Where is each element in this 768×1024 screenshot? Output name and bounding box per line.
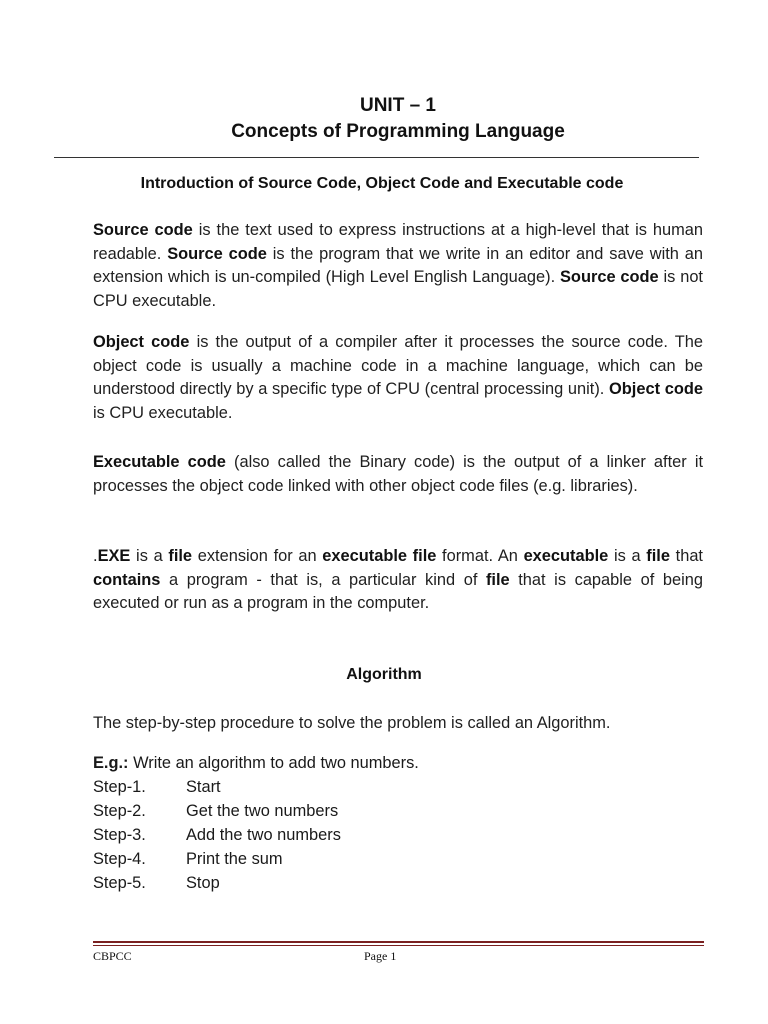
source-code-paragraph: [93, 219, 703, 313]
example-line: [93, 751, 419, 775]
footer-left: CBPCC: [93, 949, 132, 963]
step-number: Step-2.: [93, 802, 146, 820]
term-exe: EXE: [97, 547, 131, 565]
page-title: Concepts of Programming Language: [231, 121, 565, 142]
term-object-code: Object code: [609, 380, 703, 399]
term-file: file: [168, 547, 193, 565]
step-text: Get the two numbers: [186, 802, 339, 820]
paragraph-text: extension for an: [192, 547, 323, 565]
example-label: E.g.:: [93, 754, 129, 772]
term-source-code: Source code: [167, 244, 267, 263]
step-text: Add the two numbers: [186, 826, 341, 844]
title-divider: [54, 157, 699, 158]
term-executable-code: Executable code: [93, 453, 226, 471]
steps-list: [93, 775, 341, 895]
paragraph-text: is CPU executable.: [93, 403, 233, 422]
list-item: [93, 847, 341, 871]
term-contains: contains: [93, 570, 161, 589]
step-number: Step-1.: [93, 778, 146, 796]
paragraph-text: is the text used to express instructions at a high-level that is human readable.: [93, 221, 703, 263]
executable-code-paragraph: [93, 451, 703, 498]
algorithm-heading: Algorithm: [346, 666, 422, 683]
term-file: file: [646, 547, 670, 565]
footer-divider: [93, 941, 704, 943]
algorithm-definition: The step-by-step procedure to solve the problem is called an Algorithm.: [93, 714, 611, 732]
paragraph-text: .: [93, 547, 98, 565]
paragraph-text: format. An: [436, 547, 524, 565]
example-text: Write an algorithm to add two numbers.: [128, 754, 419, 772]
paragraph-text: a program - that is, a particular kind of: [160, 570, 486, 589]
step-number: Step-4.: [93, 850, 146, 868]
unit-title: UNIT – 1: [359, 95, 437, 116]
exe-paragraph: [93, 545, 703, 616]
term-source-code: Source code: [560, 268, 659, 287]
term-executable-file: executable file: [322, 547, 437, 565]
paragraph-text: is a: [130, 547, 169, 565]
list-item: [93, 799, 341, 823]
object-code-paragraph: [93, 331, 703, 425]
term-executable: executable: [523, 547, 609, 565]
paragraph-text: that: [669, 547, 703, 565]
step-number: Step-5.: [93, 874, 146, 892]
paragraph-text: is the output of a compiler after it processes the source code. The object code is usually a machine code in a machine language, which can be understood directly by a specific type of CPU (central processing unit).: [93, 333, 703, 399]
step-number: Step-3.: [93, 826, 146, 844]
footer-divider: [93, 945, 704, 946]
term-object-code: Object code: [93, 333, 190, 351]
paragraph-text: is not CPU executable.: [93, 268, 703, 310]
term-source-code: Source code: [93, 221, 193, 239]
paragraph-text: is the program that we write in an editor and save with an extension which is un-compiled (High Level English Language).: [93, 244, 703, 287]
term-file: file: [485, 570, 510, 589]
list-item: [93, 823, 341, 847]
step-text: Stop: [186, 874, 220, 892]
paragraph-text: (also called the Binary code) is the output of a linker after it processes the object code linked with other object code files (e.g. libraries).: [93, 453, 704, 495]
paragraph-text: that is capable of being executed or run as a program in the computer.: [93, 570, 703, 613]
step-text: Print the sum: [186, 850, 283, 868]
page-number: Page 1: [364, 949, 397, 963]
intro-heading: Introduction of Source Code, Object Code and Executable code: [140, 175, 624, 192]
step-text: Start: [186, 778, 221, 796]
list-item: [93, 775, 341, 799]
list-item: [93, 871, 341, 895]
paragraph-text: is a: [608, 547, 647, 565]
